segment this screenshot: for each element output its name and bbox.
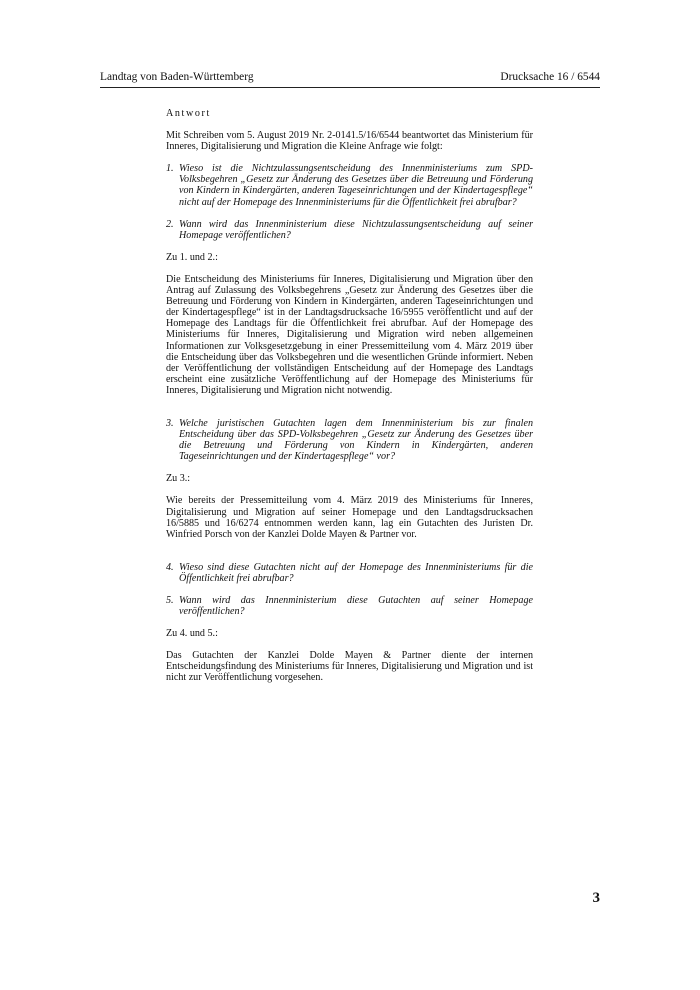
page-number: 3 <box>592 890 600 906</box>
answer-1-2: Die Entscheidung des Ministeriums für Inneres, Digitalisierung und Migration über den Antrag auf Zulassung des Volksbegehrens „Gesetz zur Änderung des Gesetzes über die Betreuung und Förderung von Kindern in Kindergärten, anderen Tageseinrichtungen und der Kindertagespflege“ ist in der Landtagsdrucksache 16/5955 veröffentlicht und auf der Homepage des Landtags für die Öffentlichkeit frei abrufbar. Auf der Homepage des Ministeriums für Inneres, Digitalisierung und Migration wird neben allgemeinen Informationen zur Volksgesetzgebung in einer Pressemitteilung vom 4. März 2019 über die Entscheidung über das Volksbegehren und die wesentlichen Gründe informiert. Neben der Veröffentlichung der vollständigen Entscheidung auf der Homepage des Landtags erscheint eine zusätzliche Veröffentlichung auf der Homepage des Ministeriums für Inneres, Digitalisierung und Migration nicht notwendig. <box>166 273 533 396</box>
question-3-number: 3. <box>166 417 174 429</box>
intro-paragraph: Mit Schreiben vom 5. August 2019 Nr. 2-0141.5/16/6544 beantwortet das Ministerium für Inneres, Digitalisierung und Migration die Kleine Anfrage wie folgt: <box>166 130 533 153</box>
question-1-number: 1. <box>166 163 174 175</box>
answer-heading: Antwort <box>166 108 211 119</box>
header-drucksache: Drucksache 16 / 6544 <box>500 71 600 83</box>
question-2-number: 2. <box>166 218 174 230</box>
zu-1-2-label: Zu 1. und 2.: <box>166 251 218 263</box>
question-4 <box>166 562 533 584</box>
header-landtag: Landtag von Baden-Württemberg <box>100 71 254 83</box>
zu-4-5-label: Zu 4. und 5.: <box>166 628 218 640</box>
question-3-text: Welche juristischen Gutachten lagen dem Innenministerium bis zur finalen Entscheidung über das SPD-Volksbegehren „Gesetz zur Änderung des Gesetzes über die Betreuung und Förderung von Kindern in Kindergärten, anderen Tageseinrichtungen und der Kindertagespflege“ vor? <box>179 417 533 463</box>
question-2-text: Wann wird das Innenministerium diese Nichtzulassungsentscheidung auf seiner Homepage veröffentlichen? <box>179 218 533 241</box>
question-1 <box>166 163 533 207</box>
answer-4-5: Das Gutachten der Kanzlei Dolde Mayen & Partner diente der internen Entscheidungsfindung des Ministeriums für Inneres, Digitalisierung und Migration und ist nicht zur Veröffentlichung vorgesehen. <box>166 650 533 684</box>
document-body <box>166 108 533 695</box>
question-5-number: 5. <box>166 595 174 606</box>
answer-3: Wie bereits der Pressemitteilung vom 4. März 2019 des Ministeriums für Inneres, Digitalisierung und Migration auf seiner Homepage und den Landtagsdrucksachen 16/5885 und 16/6274 entnommen werden kann, lag ein Gutachten des Juristen Dr. Winfried Porsch von der Kanzlei Dolde Mayen & Partner vor. <box>166 495 533 540</box>
zu-3-label: Zu 3.: <box>166 473 191 485</box>
question-4-text: Wieso sind diese Gutachten nicht auf der Homepage des Innenministeriums für die Öffentlichkeit frei abrufbar? <box>179 561 533 584</box>
header-rule <box>100 87 600 88</box>
question-3 <box>166 418 533 462</box>
page-header <box>100 71 600 87</box>
question-1-text: Wieso ist die Nichtzulassungsentscheidung des Innenministeriums zum SPD-Volksbegehren „Gesetz zur Änderung des Gesetzes über die Betreuung und Förderung von Kindern in Kindergärten, anderen Tageseinrichtungen und der Kindertagespflege“ nicht auf der Homepage des Innenministeriums für die Öffentlichkeit frei abrufbar? <box>179 163 533 208</box>
question-4-number: 4. <box>166 561 174 573</box>
question-5 <box>166 595 533 617</box>
question-2 <box>166 219 533 241</box>
question-5-text: Wann wird das Innenministerium diese Gutachten auf seiner Homepage veröffentlichen? <box>179 595 533 618</box>
